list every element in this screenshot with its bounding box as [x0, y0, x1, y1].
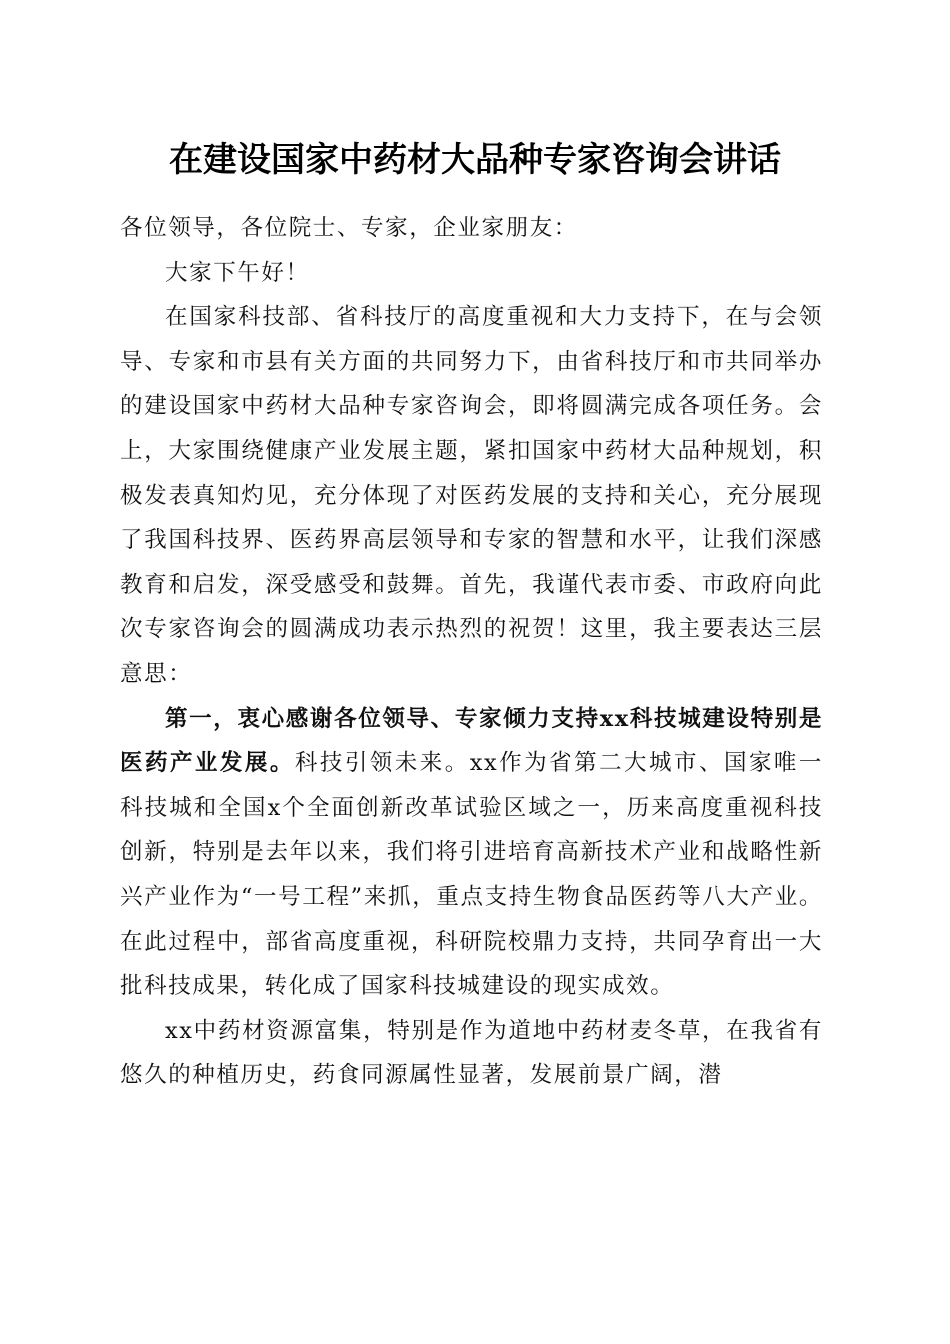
body-paragraph-3: xx中药材资源富集，特别是作为道地中药材麦冬草，在我省有悠久的种植历史，药食同源属性显著，发展前景广阔，潜	[120, 1017, 823, 1089]
document-title: 在建设国家中药材大品种专家咨询会讲话	[169, 140, 781, 180]
document-body	[120, 206, 823, 1098]
paragraph-2-body: 科技引领未来。xx作为省第二大城市、国家唯一科技城和全国x个全面创新改革试验区域之一，历来高度重视科技创新，特别是去年以来，我们将引进培育高新技术产业和战略性新兴产业作为“一号工程”来抓，重点支持生物食品医药等八大产业。在此过程中，部省高度重视，科研院校鼎力支持，共同孕育出一大批科技成果，转化成了国家科技城建设的现实成效。	[120, 750, 823, 1000]
greeting-paragraph: 大家下午好！	[165, 259, 310, 286]
body-paragraph-2	[120, 697, 823, 1009]
body-paragraph-1: 在国家科技部、省科技厅的高度重视和大力支持下，在与会领导、专家和市县有关方面的共同努力下，由省科技厅和市共同举办的建设国家中药材大品种专家咨询会，即将圆满完成各项任务。会上，大家围绕健康产业发展主题，紧扣国家中药材大品种规划，积极发表真知灼见，充分体现了对医药发展的支持和关心，充分展现了我国科技界、医药界高层领导和专家的智慧和水平，让我们深感教育和启发，深受感受和鼓舞。首先，我谨代表市委、市政府向此次专家咨询会的圆满成功表示热烈的祝贺！这里，我主要表达三层意思：	[120, 304, 823, 687]
paragraph-2-heading: 第一，衷心感谢各位领导、专家倾力支持xx科技城建设特别是医药产业发展。	[120, 705, 823, 777]
salutation-paragraph: 各位领导，各位院士、专家，企业家朋友：	[120, 215, 578, 241]
